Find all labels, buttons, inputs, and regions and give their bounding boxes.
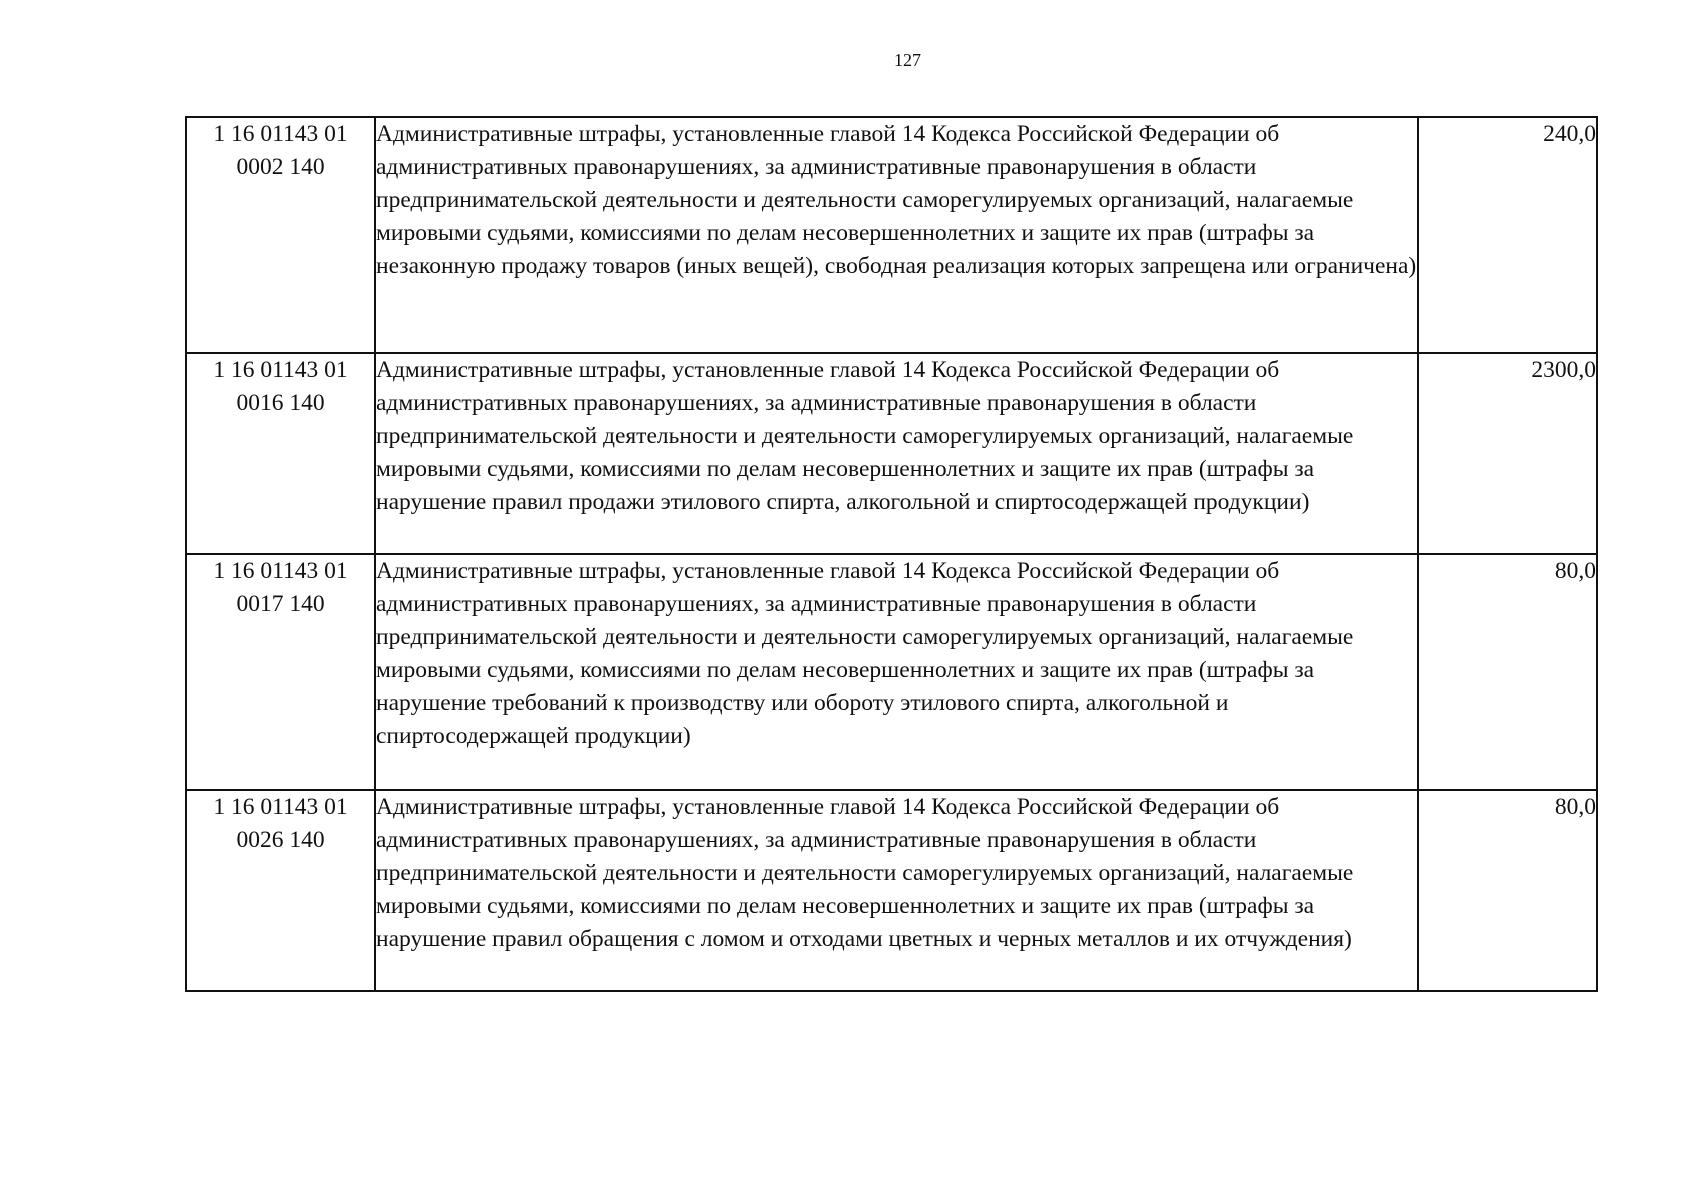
budget-code-line: 1 16 01143 01 — [213, 794, 348, 820]
budget-code-line: 0017 140 — [236, 591, 325, 617]
description-cell: Административные штрафы, установленные главой 14 Кодекса Российской Федерации об административных правонарушениях, за административные правонарушения в области предпринимательской деятельности и деятельности саморегулируемых организаций, налагаемые мировыми судьями, комиссиями по делам несовершеннолетних и защите их прав (штрафы за нарушение правил продажи этилового спирта, алкогольной и спиртосодержащей продукции) — [375, 353, 1418, 554]
budget-table — [185, 116, 1598, 992]
description-cell: Административные штрафы, установленные главой 14 Кодекса Российской Федерации об административных правонарушениях, за административные правонарушения в области предпринимательской деятельности и деятельности саморегулируемых организаций, налагаемые мировыми судьями, комиссиями по делам несовершеннолетних и защите их прав (штрафы за нарушение требований к производству или обороту этилового спирта, алкогольной и спиртосодержащей продукции) — [375, 554, 1418, 790]
budget-code-line: 0026 140 — [236, 827, 325, 853]
table-row — [186, 554, 1597, 790]
budget-code-cell — [186, 353, 375, 554]
budget-code-line: 1 16 01143 01 — [213, 121, 348, 147]
table-row — [186, 790, 1597, 991]
description-cell: Административные штрафы, установленные главой 14 Кодекса Российской Федерации об административных правонарушениях, за административные правонарушения в области предпринимательской деятельности и деятельности саморегулируемых организаций, налагаемые мировыми судьями, комиссиями по делам несовершеннолетних и защите их прав (штрафы за нарушение правил обращения с ломом и отходами цветных и черных металлов и их отчуждения) — [375, 790, 1418, 991]
table-row — [186, 117, 1597, 353]
budget-code-line: 0002 140 — [236, 154, 325, 180]
budget-code-cell — [186, 117, 375, 353]
budget-code-line: 1 16 01143 01 — [213, 357, 348, 383]
budget-code-cell — [186, 554, 375, 790]
amount-cell: 2300,0 — [1418, 353, 1597, 554]
budget-code-line: 0016 140 — [236, 390, 325, 416]
budget-code-line: 1 16 01143 01 — [213, 558, 348, 584]
amount-cell: 80,0 — [1418, 790, 1597, 991]
description-cell: Административные штрафы, установленные главой 14 Кодекса Российской Федерации об административных правонарушениях, за административные правонарушения в области предпринимательской деятельности и деятельности саморегулируемых организаций, налагаемые мировыми судьями, комиссиями по делам несовершеннолетних и защите их прав (штрафы за незаконную продажу товаров (иных вещей), свободная реализация которых запрещена или ограничена) — [375, 117, 1418, 353]
page-number: 127 — [894, 50, 921, 70]
amount-cell: 80,0 — [1418, 554, 1597, 790]
amount-cell: 240,0 — [1418, 117, 1597, 353]
budget-code-cell — [186, 790, 375, 991]
table-row — [186, 353, 1597, 554]
